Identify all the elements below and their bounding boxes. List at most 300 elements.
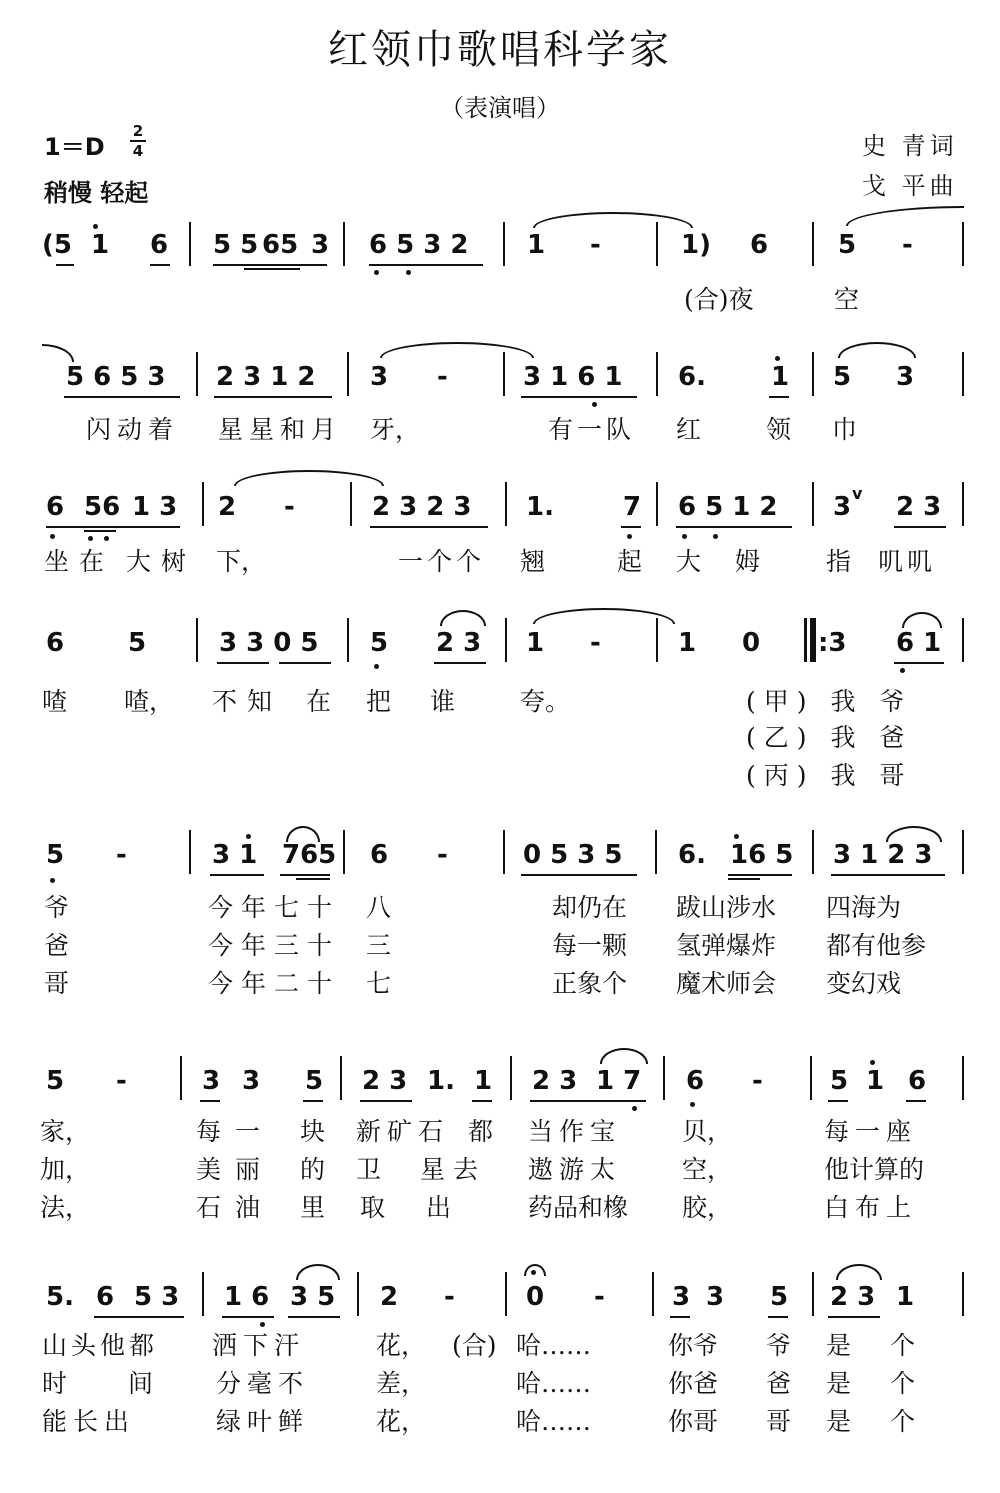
lyric: 闪动着 [86, 415, 180, 444]
lyric: 爷 [44, 893, 70, 922]
note: - [590, 230, 601, 260]
note: 2 3 1 2 [216, 362, 316, 392]
underline [303, 1100, 323, 1102]
slur [836, 1264, 882, 1280]
barline [343, 222, 345, 266]
note: 6 [370, 840, 389, 870]
note: 5 [305, 1066, 324, 1096]
meter-bottom: 4 [132, 142, 144, 160]
song-subtitle: （表演唱） [440, 94, 560, 122]
barline [503, 830, 505, 874]
note: 5 [128, 628, 147, 658]
note: 7 [623, 492, 642, 522]
barline [196, 352, 198, 396]
time-signature [128, 123, 148, 159]
low-octave-dot [374, 664, 379, 669]
lyric: 法， [40, 1193, 91, 1222]
note: 0 5 3 5 [523, 840, 623, 870]
lyric: 他计算的 [824, 1155, 925, 1184]
lyric: 块 [300, 1117, 326, 1146]
lyric: 每一座 [824, 1117, 918, 1146]
barline [505, 618, 507, 662]
note: 3 5 [290, 1282, 336, 1312]
barline [503, 352, 505, 396]
lyric: 哥 [766, 1407, 792, 1436]
underline [906, 1100, 926, 1102]
lyric: 一个个 [398, 547, 486, 576]
note: 5 5 [213, 230, 259, 260]
lyric: 你爷 [668, 1331, 719, 1360]
note: 2 3 [830, 1282, 876, 1312]
barline [202, 482, 204, 526]
barline [340, 1056, 342, 1100]
composer-credit: 戈 平曲 [862, 172, 958, 200]
note: 5 [370, 628, 389, 658]
low-octave-dot [682, 534, 687, 539]
note: 765 [282, 840, 337, 870]
note: 2 [380, 1282, 399, 1312]
high-octave-dot [246, 834, 251, 839]
underline [280, 874, 330, 876]
note: 6 [686, 1066, 705, 1096]
note: 5 [833, 362, 852, 392]
lyric: 翘 [520, 547, 546, 576]
note: 3 [370, 362, 389, 392]
lyric: 花， [376, 1407, 427, 1436]
lyric: 起 [617, 547, 643, 576]
note: 65 [262, 230, 299, 260]
note: 5 [838, 230, 857, 260]
lyric: 时 [42, 1369, 68, 1398]
lyric: 个 [890, 1369, 916, 1398]
note: - [902, 230, 913, 260]
lyric: 星星和月 [218, 415, 343, 444]
lyric: 个 [890, 1331, 916, 1360]
note: 6 [750, 230, 769, 260]
low-octave-dot [713, 534, 718, 539]
lyric: 每一 [196, 1117, 275, 1146]
lyric: 大树 [126, 547, 197, 576]
tie [533, 212, 693, 228]
underline [728, 878, 760, 880]
lyric: 谁 [430, 687, 456, 716]
high-octave-dot [93, 224, 98, 229]
barline [505, 1272, 507, 1316]
note: - [590, 628, 601, 658]
barline [656, 482, 658, 526]
barline [656, 222, 658, 266]
note: 3 [202, 1066, 221, 1096]
tie [380, 342, 534, 358]
lyric: 当作宝 [528, 1117, 622, 1146]
lyric: 空 [834, 285, 860, 314]
lyric: 药品和橡 [528, 1193, 629, 1222]
lyric: 是 [826, 1369, 852, 1398]
lyric: 你爸 [668, 1369, 719, 1398]
note: 1 [896, 1282, 915, 1312]
lyric: 下， [216, 547, 267, 576]
barline [350, 482, 352, 526]
note: 6 [908, 1066, 927, 1096]
lyric: 星去 [420, 1155, 487, 1184]
key-signature: 1＝D [44, 133, 105, 161]
lyric: 能长出 [42, 1407, 136, 1436]
lyric: 把 [366, 687, 392, 716]
underline [530, 1100, 646, 1102]
lyric: (合)夜 [684, 285, 754, 314]
lyric: 氢弹爆炸 [676, 931, 777, 960]
lyric: 空， [682, 1155, 733, 1184]
underline [360, 1100, 412, 1102]
fermata-dot [531, 1270, 536, 1275]
lyric: 喳， [124, 687, 175, 716]
slur [440, 610, 486, 626]
low-octave-dot [374, 270, 379, 275]
barline [202, 1272, 204, 1316]
low-octave-dot [88, 536, 93, 541]
lyric: 坐在 [44, 547, 115, 576]
lyric: 每一颗 [552, 931, 628, 960]
note: 2 3 [896, 492, 942, 522]
note: - [437, 362, 448, 392]
note: 1 6 [224, 1282, 270, 1312]
slur [838, 342, 916, 358]
lyric: 大 [676, 547, 702, 576]
note: :3 [818, 628, 847, 658]
barline [812, 222, 814, 266]
lyric: 石油 [196, 1193, 275, 1222]
underline [64, 396, 180, 398]
lyric: (丙) 我 哥 [746, 761, 913, 790]
underline [94, 1316, 184, 1318]
note: 16 5 [730, 840, 794, 870]
lyric: 三 [366, 931, 392, 960]
note: 1 [526, 628, 545, 658]
underline [894, 662, 944, 664]
note: - [437, 840, 448, 870]
lyric: 爷 [766, 1331, 792, 1360]
lyric: (合) [452, 1331, 497, 1360]
low-octave-dot [900, 668, 905, 673]
underline [200, 1100, 220, 1102]
note: 1. [427, 1066, 455, 1096]
slur [902, 612, 942, 628]
low-octave-dot [50, 878, 55, 883]
barline [962, 1272, 964, 1316]
high-octave-dot [775, 356, 780, 361]
lyric: 魔术师会 [676, 969, 777, 998]
repeat-barline-thin [804, 618, 807, 662]
underline [217, 662, 269, 664]
underline [434, 662, 486, 664]
barline [189, 830, 191, 874]
lyric: 四海为 [826, 893, 902, 922]
underline [828, 1316, 880, 1318]
underline [768, 1316, 788, 1318]
underline [56, 264, 74, 266]
barline [347, 352, 349, 396]
lyric: 不知 [212, 687, 283, 716]
lyric: 夸。 [520, 687, 571, 716]
barline [656, 352, 658, 396]
lyric: 个 [890, 1407, 916, 1436]
slur [296, 1264, 340, 1280]
barline [962, 830, 964, 874]
lyric: 哈…… [516, 1369, 592, 1398]
underline [370, 526, 488, 528]
underline [521, 396, 637, 398]
high-octave-dot [870, 1060, 875, 1065]
song-title: 红领巾歌唱科学家 [328, 27, 672, 73]
note: 2 3 [362, 1066, 408, 1096]
lyricist-credit: 史 青词 [862, 132, 958, 160]
note: 6 [150, 230, 169, 260]
lyric: 绿叶鲜 [216, 1407, 310, 1436]
lyric: 哥 [44, 969, 70, 998]
barline [962, 1056, 964, 1100]
tie [533, 608, 675, 624]
lyric: 今年七十 [208, 893, 341, 922]
underline [894, 526, 946, 528]
lyric: 八 [366, 893, 392, 922]
barline [812, 482, 814, 526]
underline [210, 874, 264, 876]
lyric: 七 [366, 969, 392, 998]
underline [670, 1316, 690, 1318]
note: 3 [833, 492, 852, 522]
note: 0 [526, 1282, 545, 1312]
lyric: 花， [376, 1331, 427, 1360]
lyric: 洒下汗 [212, 1331, 306, 1360]
lyric: 是 [826, 1331, 852, 1360]
lyric: 红 [676, 415, 702, 444]
note: 1 [678, 628, 697, 658]
underline [222, 1316, 274, 1318]
note: 1. [526, 492, 554, 522]
note: 3 [242, 1066, 261, 1096]
lyric: 新矿石 [356, 1117, 450, 1146]
lyric: 胶， [682, 1193, 733, 1222]
note: 6 [96, 1282, 115, 1312]
underline [150, 264, 170, 266]
lyric: 美丽 [196, 1155, 275, 1184]
lyric: 都 [468, 1117, 494, 1146]
note: 5. [46, 1282, 74, 1312]
barline [962, 618, 964, 662]
lyric: 出 [426, 1193, 452, 1222]
note: 1 7 [596, 1066, 642, 1096]
lyric: 爸 [766, 1369, 792, 1398]
lyric: 哈…… [516, 1331, 592, 1360]
low-octave-dot [406, 270, 411, 275]
lyric: 指 [826, 547, 852, 576]
low-octave-dot [632, 1106, 637, 1111]
lyric: (乙) 我 爸 [746, 723, 913, 752]
underline [831, 874, 945, 876]
note: 5 6 5 3 [66, 362, 166, 392]
note: 6 1 [896, 628, 942, 658]
breath-mark: v [852, 484, 863, 503]
note: - [752, 1066, 763, 1096]
lyric: 山头他都 [42, 1331, 159, 1360]
note: 6 5 3 2 [369, 230, 469, 260]
note: - [594, 1282, 605, 1312]
note: 3 [311, 230, 330, 260]
lyric: 哈…… [516, 1407, 592, 1436]
barline [656, 618, 658, 662]
note: - [116, 840, 127, 870]
underline [244, 268, 300, 270]
lyric: 有一队 [548, 415, 636, 444]
barline [357, 1272, 359, 1316]
note: 3 [896, 362, 915, 392]
lyric: 喳 [42, 687, 68, 716]
slur [42, 344, 74, 362]
underline [214, 396, 332, 398]
underline [521, 874, 637, 876]
lyric: 都有他参 [826, 931, 927, 960]
barline [655, 830, 657, 874]
barline [812, 830, 814, 874]
slur [600, 1048, 648, 1064]
note: 3 1 6 1 [523, 362, 623, 392]
lyric: 的 [300, 1155, 326, 1184]
note: 5 [46, 840, 65, 870]
note: 3 [672, 1282, 691, 1312]
note: 56 [84, 492, 121, 522]
lyric: 是 [826, 1407, 852, 1436]
note: - [444, 1282, 455, 1312]
barline [652, 1272, 654, 1316]
lyric: 你哥 [668, 1407, 719, 1436]
underline [84, 530, 116, 532]
low-octave-dot [592, 402, 597, 407]
lyric: 今年二十 [208, 969, 341, 998]
lyric: 牙， [370, 415, 421, 444]
lyric: 分毫不 [216, 1369, 310, 1398]
slur [846, 206, 964, 226]
lyric: 在 [306, 687, 332, 716]
barline [503, 222, 505, 266]
repeat-barline-thick [810, 618, 816, 662]
barline [505, 482, 507, 526]
lyric: 变幻戏 [826, 969, 902, 998]
note: 6 [46, 492, 65, 522]
barline [347, 618, 349, 662]
note: 1 [474, 1066, 493, 1096]
barline [189, 222, 191, 266]
barline [962, 352, 964, 396]
barline [962, 482, 964, 526]
barline [810, 1056, 812, 1100]
note: 2 [218, 492, 237, 522]
underline [676, 526, 792, 528]
note: 1 [91, 230, 110, 260]
note: 5 [770, 1282, 789, 1312]
lyric: 差， [376, 1369, 427, 1398]
lyric: 间 [128, 1369, 154, 1398]
underline [369, 264, 483, 266]
lyric: 叽叽 [878, 547, 937, 576]
note: - [116, 1066, 127, 1096]
high-octave-dot [734, 834, 739, 839]
barline [180, 1056, 182, 1100]
note: 3 1 2 3 [833, 840, 933, 870]
note: 1 [527, 230, 546, 260]
underline [828, 1100, 848, 1102]
barline [196, 618, 198, 662]
note: 1) [681, 230, 711, 260]
lyric: 贝， [682, 1117, 733, 1146]
note: 5 [830, 1066, 849, 1096]
note: 2 3 [436, 628, 482, 658]
note: 3 [706, 1282, 725, 1312]
note: 5 3 [134, 1282, 180, 1312]
note: 3 1 [212, 840, 258, 870]
tempo-marking: 稍慢 轻起 [44, 178, 149, 207]
barline [962, 222, 964, 266]
lyric: 取 [360, 1193, 386, 1222]
lyric: 今年三十 [208, 931, 341, 960]
note: 2 3 2 3 [372, 492, 472, 522]
note: 6 5 1 2 [678, 492, 778, 522]
lyric: 加， [40, 1155, 91, 1184]
low-octave-dot [104, 536, 109, 541]
underline [46, 526, 180, 528]
note: 6 [46, 628, 65, 658]
underline [621, 526, 641, 528]
note: 2 3 [532, 1066, 578, 1096]
tie [234, 470, 384, 486]
lyric: 卫 [356, 1155, 382, 1184]
note: (5 [42, 230, 72, 260]
lyric: 巾 [832, 415, 858, 444]
lyric: (甲) 我 爷 [746, 687, 913, 716]
underline [288, 1316, 340, 1318]
underline [279, 662, 331, 664]
note: 0 [742, 628, 761, 658]
lyric: 遨游太 [528, 1155, 622, 1184]
underline [769, 396, 789, 398]
lyric: 爸 [44, 931, 70, 960]
underline [296, 878, 330, 880]
low-octave-dot [627, 534, 632, 539]
lyric: 领 [766, 415, 792, 444]
note: 1 3 [132, 492, 178, 522]
lyric: 家， [40, 1117, 91, 1146]
lyric: 跋山涉水 [676, 893, 777, 922]
note: 3 3 0 5 [219, 628, 319, 658]
barline [812, 352, 814, 396]
lyric: 里 [300, 1193, 326, 1222]
note: 6. [678, 362, 706, 392]
note: 1 [866, 1066, 885, 1096]
underline [728, 874, 792, 876]
note: 1 [771, 362, 790, 392]
low-octave-dot [690, 1102, 695, 1107]
underline [213, 264, 327, 266]
underline [472, 1100, 492, 1102]
barline [343, 830, 345, 874]
lyric: 正象个 [552, 969, 628, 998]
low-octave-dot [50, 534, 55, 539]
lyric: 白布上 [824, 1193, 918, 1222]
barline [663, 1056, 665, 1100]
barline [510, 1056, 512, 1100]
note: - [284, 492, 295, 522]
lyric: 姆 [735, 547, 761, 576]
barline [812, 1272, 814, 1316]
